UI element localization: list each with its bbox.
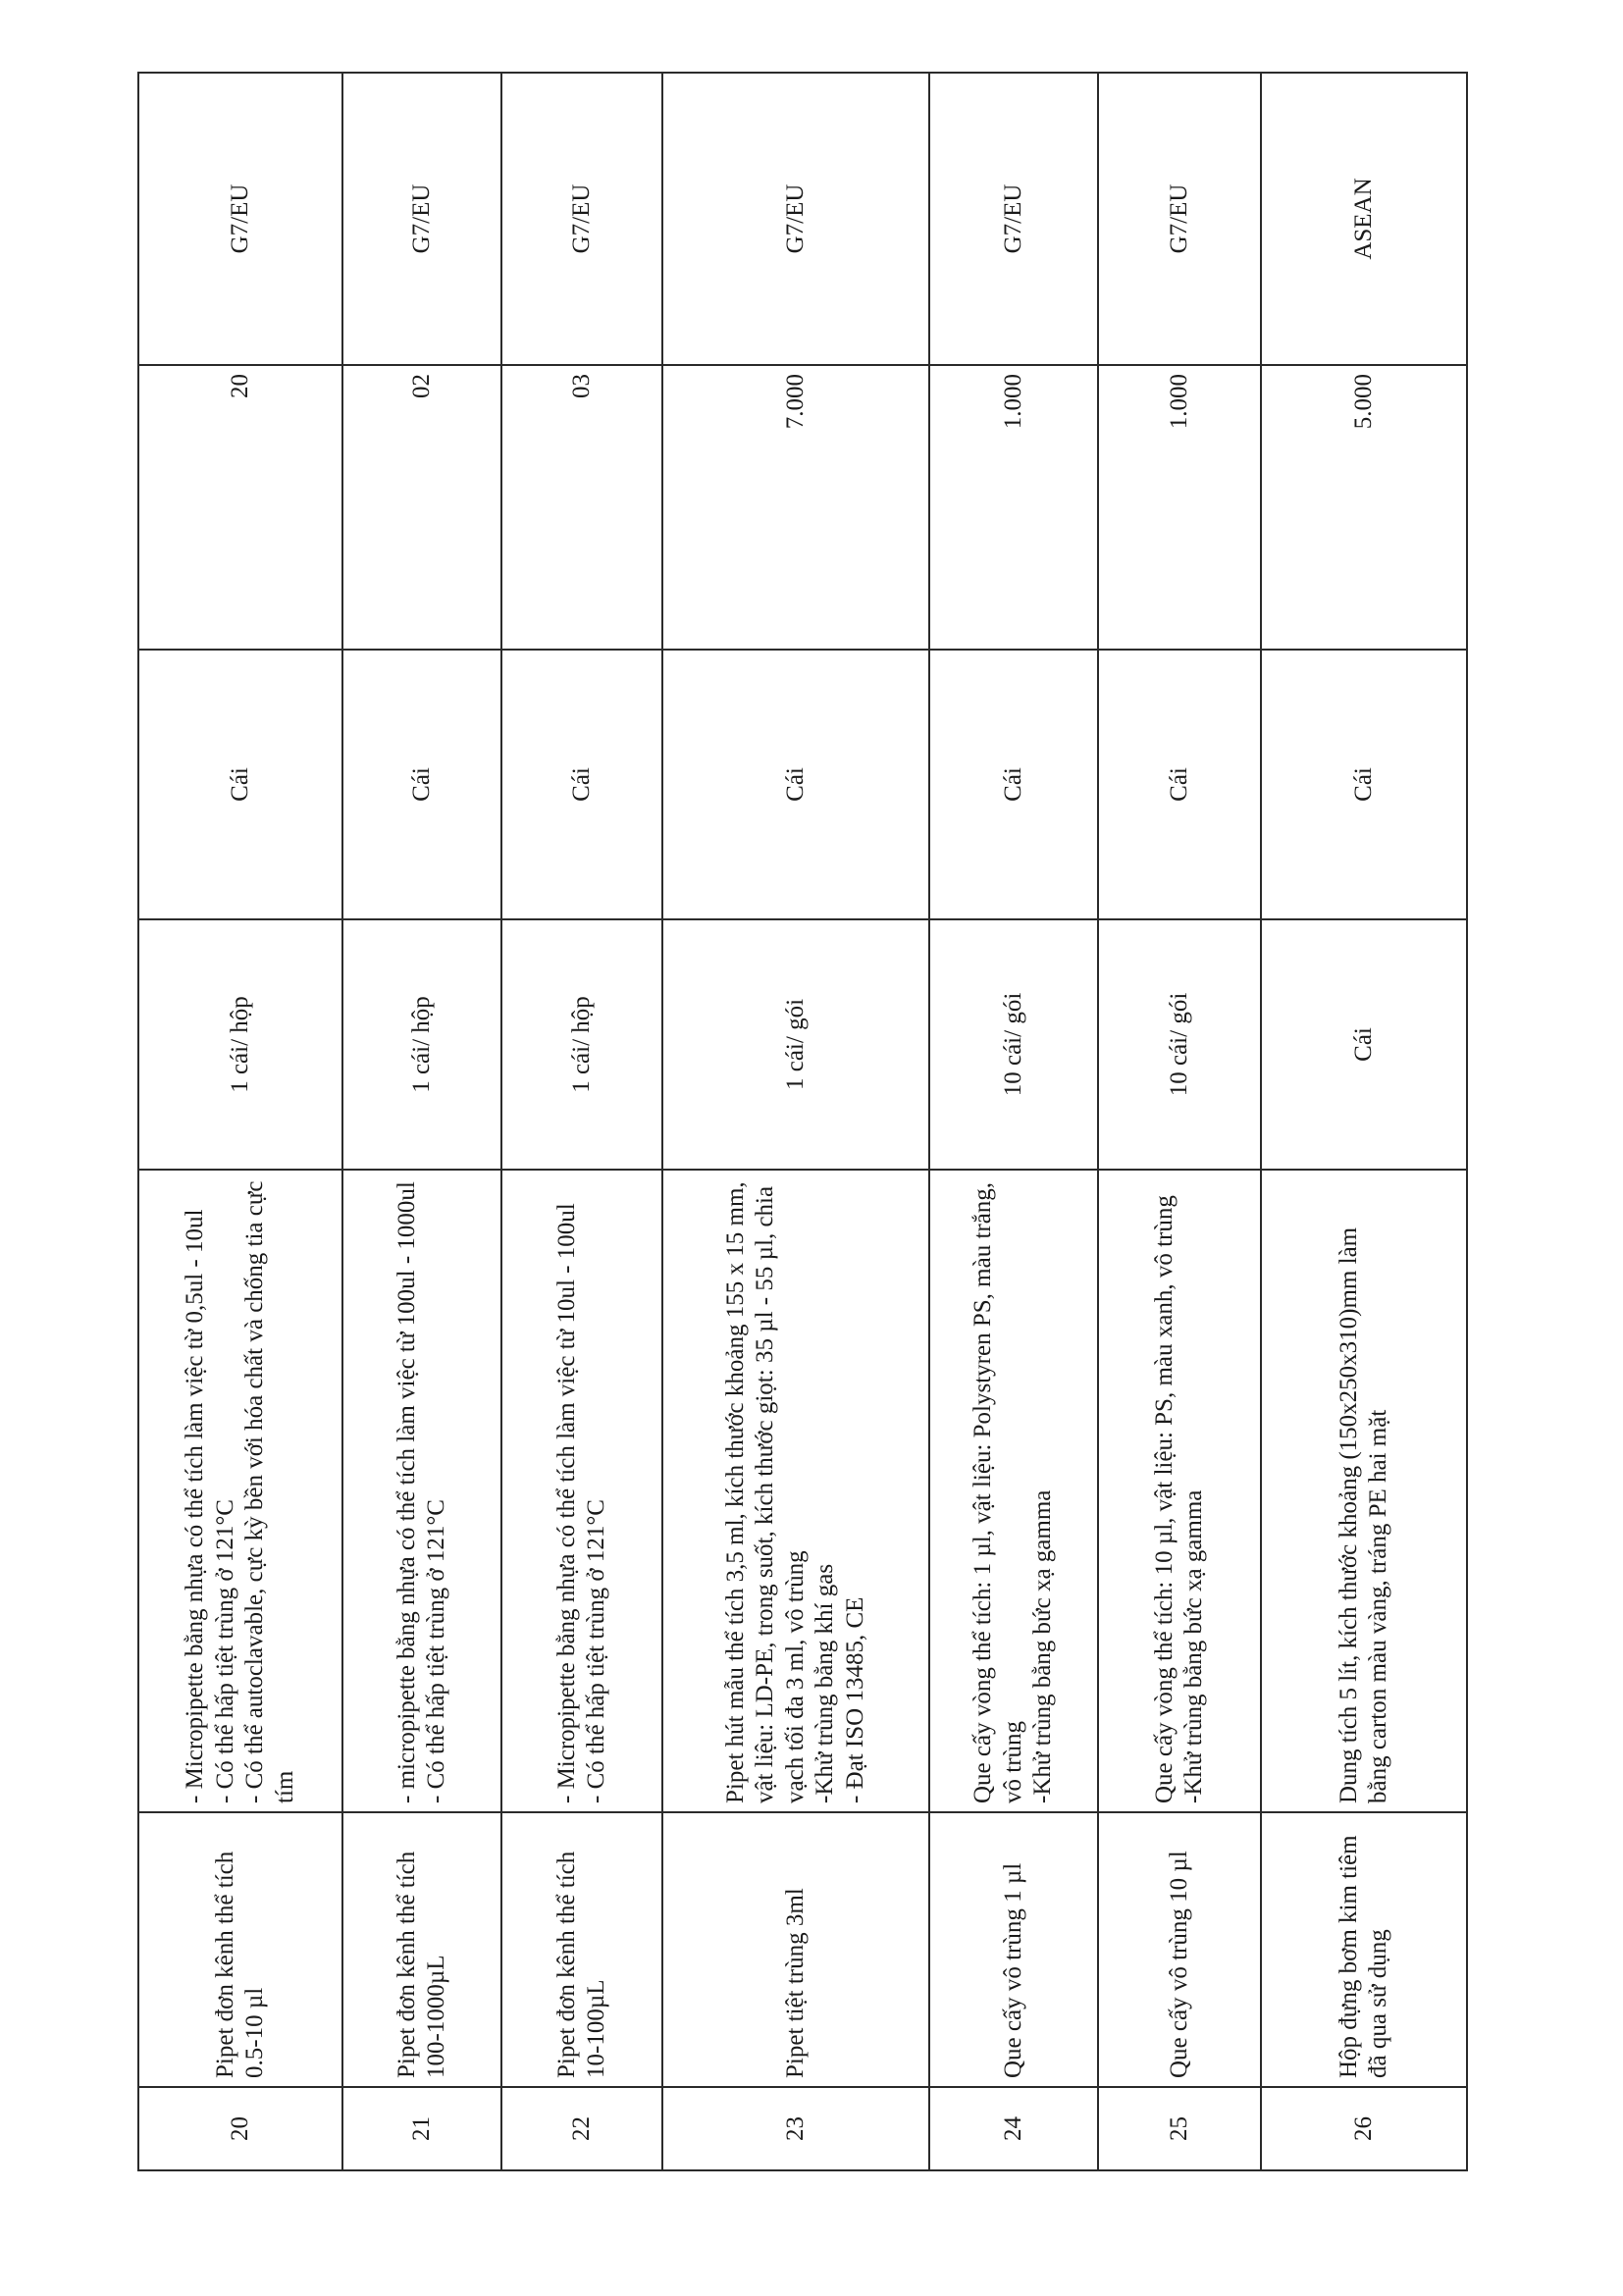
unit-cell: Cái	[929, 650, 1098, 919]
row-number-cell: 25	[1098, 2087, 1261, 2170]
quantity-cell: 1.000	[929, 365, 1098, 650]
item-name-cell	[138, 1812, 342, 2087]
item-name: Hộp đựng bơm kim tiêm đã qua sử dụng	[1335, 1835, 1391, 2078]
packaging-cell: 1 cái/ gói	[662, 919, 929, 1170]
unit-cell: Cái	[1261, 650, 1467, 919]
origin-cell: G7/EU	[929, 73, 1098, 365]
quantity-cell: 03	[501, 365, 662, 650]
item-name-cell	[929, 1812, 1098, 2087]
rotated-table-container	[137, 74, 1466, 2171]
description-line: -Khử trùng bằng khí gas	[812, 1563, 839, 1803]
description-line: - Micropipette bằng nhựa có thể tích làm việc từ 10ul - 100ul	[552, 1203, 580, 1803]
origin-cell: G7/EU	[1098, 73, 1261, 365]
quantity-cell: 02	[342, 365, 501, 650]
table-row	[342, 73, 501, 2170]
table-row	[662, 73, 929, 2170]
packaging-cell: 1 cái/ hộp	[342, 919, 501, 1170]
description-cell	[1098, 1170, 1261, 1812]
quantity-cell: 1.000	[1098, 365, 1261, 650]
item-name-cell	[501, 1812, 662, 2087]
description-line: - Đạt ISO 13485, CE	[841, 1596, 868, 1803]
description-cell	[662, 1170, 929, 1812]
description-cell	[138, 1170, 342, 1812]
item-name: Pipet đơn kênh thể tích 0.5-10 µl	[211, 1851, 268, 2078]
origin-cell: G7/EU	[662, 73, 929, 365]
item-name: Que cấy vô trùng 10 µl	[1165, 1851, 1192, 2078]
item-name: Pipet đơn kênh thể tích 100-1000µL	[393, 1851, 449, 2078]
description-cell	[501, 1170, 662, 1812]
packaging-cell: 10 cái/ gói	[929, 919, 1098, 1170]
item-name-cell	[662, 1812, 929, 2087]
description-line: - Micropipette bằng nhựa có thể tích làm việc từ 0,5ul - 10ul	[182, 1209, 208, 1803]
packaging-cell: 10 cái/ gói	[1098, 919, 1261, 1170]
description-line: Que cấy vòng thể tích: 10 µl, vật liệu: PS, màu xanh, vô trùng	[1150, 1195, 1178, 1803]
description-cell	[342, 1170, 501, 1812]
table-row	[929, 73, 1098, 2170]
unit-cell: Cái	[138, 650, 342, 919]
packaging-cell: 1 cái/ hộp	[501, 919, 662, 1170]
row-number-cell: 24	[929, 2087, 1098, 2170]
row-number-cell: 21	[342, 2087, 501, 2170]
unit-cell: Cái	[501, 650, 662, 919]
description-line: - Có thể hấp tiệt trùng ở 121°C	[211, 1499, 238, 1803]
description-line: - Có thể hấp tiệt trùng ở 121°C	[583, 1499, 609, 1803]
table-row	[1261, 73, 1467, 2170]
description-line: Pipet hút mẫu thể tích 3,5 ml, kích thước khoảng 155 x 15 mm, vật liệu: LD-PE, trong suốt, kích thước giọt: 35 µl - 55 µl, chia vạch tối đa 3 ml, vô trùng	[721, 1181, 809, 1803]
unit-cell: Cái	[662, 650, 929, 919]
item-name: Que cấy vô trùng 1 µl	[999, 1862, 1026, 2078]
description-line: - Có thể hấp tiệt trùng ở 121°C	[423, 1499, 449, 1803]
item-name: Pipet tiệt trùng 3ml	[781, 1888, 809, 2078]
item-name-cell	[342, 1812, 501, 2087]
equipment-table	[137, 72, 1468, 2171]
row-number-cell: 22	[501, 2087, 662, 2170]
row-number-cell: 20	[138, 2087, 342, 2170]
table-body	[138, 73, 1467, 2170]
unit-cell: Cái	[342, 650, 501, 919]
packaging-cell: 1 cái/ hộp	[138, 919, 342, 1170]
row-number-cell: 23	[662, 2087, 929, 2170]
row-number-cell: 26	[1261, 2087, 1467, 2170]
quantity-cell: 20	[138, 365, 342, 650]
origin-cell: G7/EU	[342, 73, 501, 365]
item-name: Pipet đơn kênh thể tích 10-100µL	[552, 1851, 609, 2078]
origin-cell: ASEAN	[1261, 73, 1467, 365]
table-row	[138, 73, 342, 2170]
description-cell	[1261, 1170, 1467, 1812]
scanned-page	[137, 74, 1466, 2171]
description-line: - micropipette bằng nhựa có thể tích làm việc từ 100ul - 1000ul	[393, 1181, 420, 1803]
unit-cell: Cái	[1098, 650, 1261, 919]
origin-cell: G7/EU	[501, 73, 662, 365]
item-name-cell	[1098, 1812, 1261, 2087]
quantity-cell: 7.000	[662, 365, 929, 650]
description-line: - Có thể autoclavable, cực kỳ bền với hóa chất và chống tia cực tím	[241, 1180, 298, 1803]
description-cell	[929, 1170, 1098, 1812]
table-row	[1098, 73, 1261, 2170]
description-line: -Khử trùng bằng bức xạ gamma	[1180, 1489, 1207, 1803]
table-row	[501, 73, 662, 2170]
quantity-cell: 5.000	[1261, 365, 1467, 650]
packaging-cell: Cái	[1261, 919, 1467, 1170]
description-line: -Khử trùng bằng bức xạ gamma	[1029, 1489, 1057, 1803]
item-name-cell	[1261, 1812, 1467, 2087]
origin-cell: G7/EU	[138, 73, 342, 365]
description-line: Dung tích 5 lít, kích thước khoảng (150x250x310)mm làm bằng carton màu vàng, tráng PE hai mặt	[1335, 1226, 1391, 1803]
description-line: Que cấy vòng thể tích: 1 µl, vật liệu: Polystyren PS, màu trắng, vô trùng	[969, 1181, 1026, 1803]
